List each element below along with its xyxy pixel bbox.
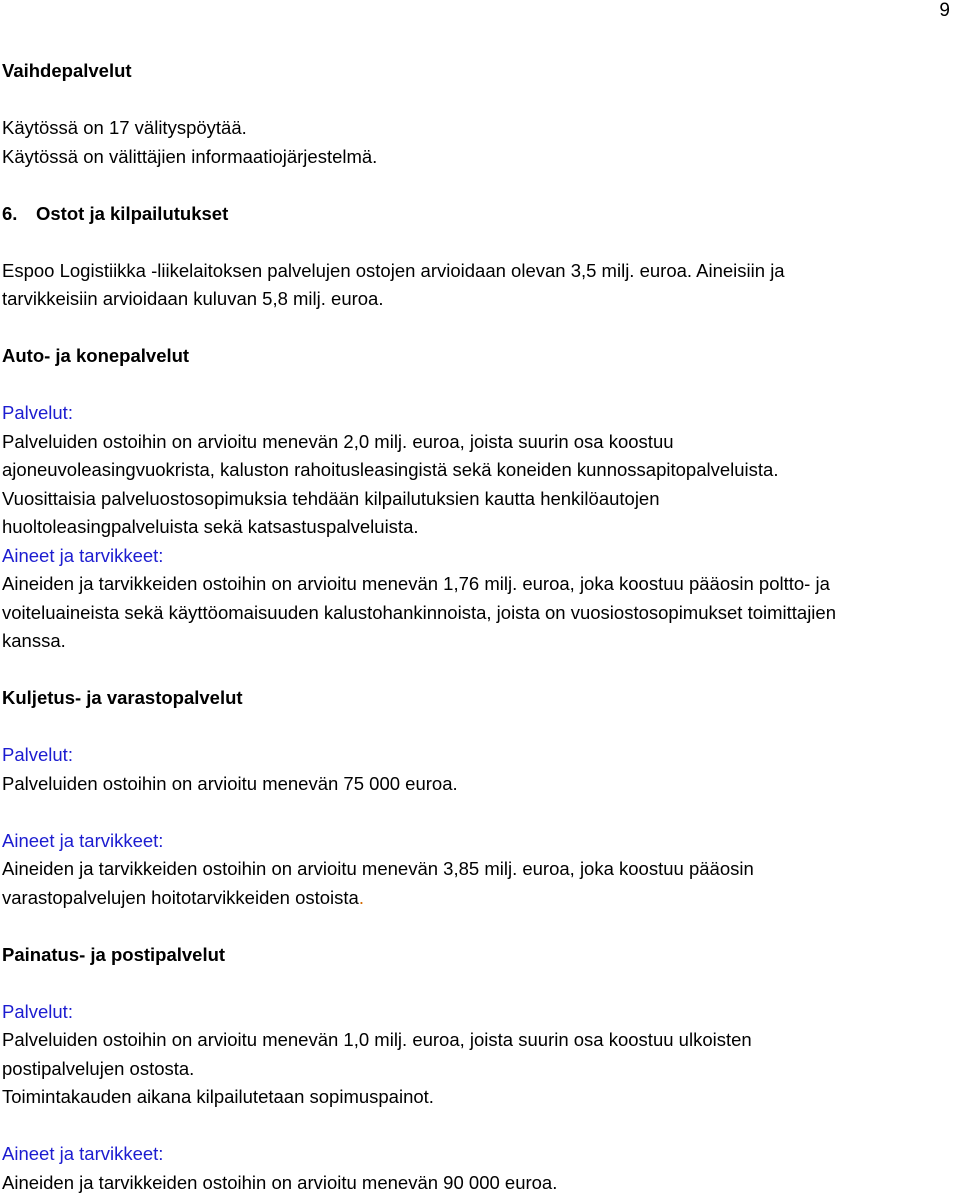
document-body (2, 57, 960, 1197)
section-heading-kuljetus: Kuljetus- ja varastopalvelut (2, 684, 960, 713)
section-heading-auto: Auto- ja konepalvelut (2, 342, 960, 371)
subheading-aineet: Aineet ja tarvikkeet: (2, 827, 960, 856)
subheading-aineet: Aineet ja tarvikkeet: (2, 1140, 960, 1169)
paragraph-line: Käytössä on välittäjien informaatiojärjestelmä. (2, 143, 960, 172)
subheading-palvelut: Palvelut: (2, 399, 960, 428)
period-mark: . (359, 887, 364, 908)
paragraph-line: tarvikkeisiin arvioidaan kuluvan 5,8 milj. euroa. (2, 285, 960, 314)
paragraph-line: ajoneuvoleasingvuokrista, kaluston rahoitusleasingistä sekä koneiden kunnossapitopalveluista. (2, 456, 960, 485)
paragraph-line: Vuosittaisia palveluostosopimuksia tehdään kilpailutuksien kautta henkilöautojen (2, 485, 960, 514)
section-number: 6. (2, 200, 36, 229)
subheading-aineet: Aineet ja tarvikkeet: (2, 542, 960, 571)
paragraph-line (2, 884, 960, 913)
page-number: 9 (939, 0, 950, 22)
section-title: Ostot ja kilpailutukset (36, 203, 228, 224)
section-heading-painatus: Painatus- ja postipalvelut (2, 941, 960, 970)
paragraph-text: varastopalvelujen hoitotarvikkeiden ostoista (2, 887, 359, 908)
paragraph-line: kanssa. (2, 627, 960, 656)
paragraph-line: Aineiden ja tarvikkeiden ostoihin on arvioitu menevän 90 000 euroa. (2, 1169, 960, 1197)
paragraph-line: Aineiden ja tarvikkeiden ostoihin on arvioitu menevän 1,76 milj. euroa, joka koostuu pääosin poltto- ja (2, 570, 960, 599)
paragraph-line: Toimintakauden aikana kilpailutetaan sopimuspainot. (2, 1083, 960, 1112)
section-heading-vaihdepalvelut: Vaihdepalvelut (2, 57, 960, 86)
section-6-heading (2, 200, 960, 229)
paragraph-line: voiteluaineista sekä käyttöomaisuuden kalustohankinnoista, joista on vuosiostosopimukset toimittajien (2, 599, 960, 628)
paragraph-line: Palveluiden ostoihin on arvioitu menevän 1,0 milj. euroa, joista suurin osa koostuu ulkoisten (2, 1026, 960, 1055)
subheading-palvelut: Palvelut: (2, 741, 960, 770)
paragraph-line: Espoo Logistiikka -liikelaitoksen palvelujen ostojen arvioidaan olevan 3,5 milj. euroa. Aineisiin ja (2, 257, 960, 286)
paragraph-line: Aineiden ja tarvikkeiden ostoihin on arvioitu menevän 3,85 milj. euroa, joka koostuu pääosin (2, 855, 960, 884)
paragraph-line: postipalvelujen ostosta. (2, 1055, 960, 1084)
paragraph-line: Palveluiden ostoihin on arvioitu menevän 2,0 milj. euroa, joista suurin osa koostuu (2, 428, 960, 457)
subheading-palvelut: Palvelut: (2, 998, 960, 1027)
paragraph-line: Palveluiden ostoihin on arvioitu menevän 75 000 euroa. (2, 770, 960, 799)
paragraph-line: Käytössä on 17 välityspöytää. (2, 114, 960, 143)
paragraph-line: huoltoleasingpalveluista sekä katsastuspalveluista. (2, 513, 960, 542)
